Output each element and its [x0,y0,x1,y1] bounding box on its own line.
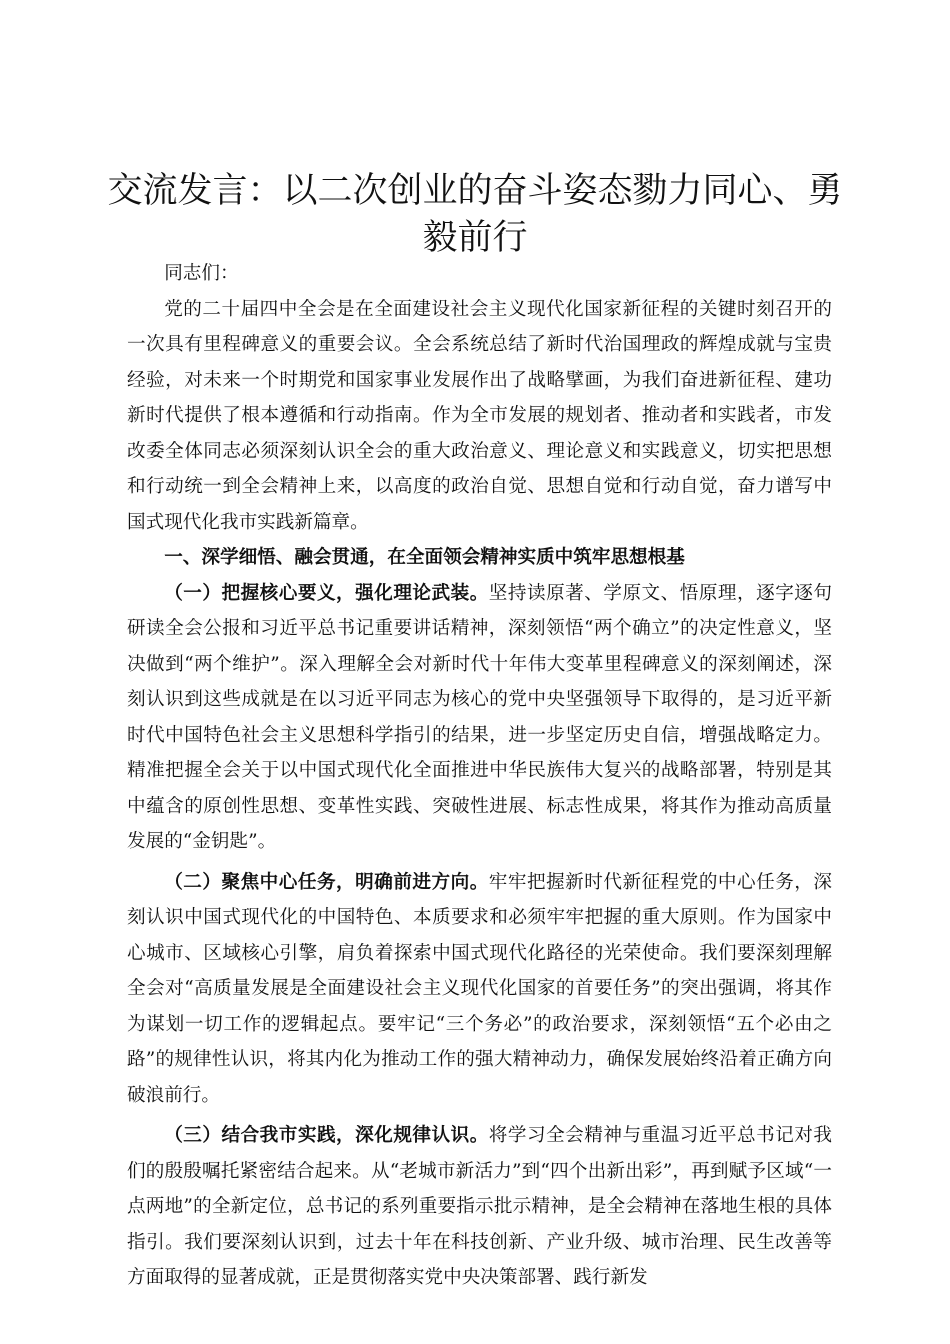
item-paragraph-3 [127,1118,832,1296]
item-lead-2: （二）聚焦中心任务，明确前进方向。 [164,871,489,893]
document-body [127,256,832,1296]
document-title: 交流发言：以二次创业的奋斗姿态勠力同心、勇毅前行 [107,171,843,258]
item-text-2: 牢牢把握新时代新征程党的中心任务，深刻认识中国式现代化的中国特色、本质要求和必须牢牢把握的重大原则。作为国家中心城市、区域核心引擎，肩负着探索中国式现代化路径的光荣使命。我们要深刻理解全会对“高质量发展是全面建设社会主义现代化国家的首要任务”的突出强调，将其作为谋划一切工作的逻辑起点。要牢记“三个务必”的政治要求，深刻领悟“五个必由之路”的规律性认识，将其内化为推动工作的强大精神动力，确保发展始终沿着正确方向破浪前行。 [127,871,832,1106]
item-lead-1: （一）把握核心要义，强化理论武装。 [164,582,489,604]
item-paragraph-2 [127,865,832,1114]
item-paragraph-1 [127,576,832,860]
item-text-3: 将学习全会精神与重温习近平总书记对我们的殷殷嘱托紧密结合起来。从“老城市新活力”到“四个出新出彩”，再到赋予区域“一点两地”的全新定位，总书记的系列重要指示批示精神，是全会精神在落地生根的具体指引。我们要深刻认识到，过去十年在科技创新、产业升级、城市治理、民生改善等方面取得的显著成就，正是贯彻落实党中央决策部署、践行新发 [127,1125,832,1288]
salutation: 同志们： [164,263,239,284]
item-lead-3: （三）结合我市实践，深化规律认识。 [164,1125,489,1146]
section-heading-1: 一、深学细悟、融会贯通，在全面领会精神实质中筑牢思想根基 [164,547,685,568]
intro-paragraph: 党的二十届四中全会是在全面建设社会主义现代化国家新征程的关键时刻召开的一次具有里程碑意义的重要会议。全会系统总结了新时代治国理政的辉煌成就与宝贵经验，对未来一个时期党和国家事业发展作出了战略擘画，为我们奋进新征程、建功新时代提供了根本遵循和行动指南。作为全市发展的规划者、推动者和实践者，市发改委全体同志必须深刻认识全会的重大政治意义、理论意义和实践意义，切实把思想和行动统一到全会精神上来，以高度的政治自觉、思想自觉和行动自觉，奋力谱写中国式现代化我市实践新篇章。 [127,298,832,533]
item-text-1: 坚持读原著、学原文、悟原理，逐字逐句研读全会公报和习近平总书记重要讲话精神，深刻领悟“两个确立”的决定性意义，坚决做到“两个维护”。深入理解全会对新时代十年伟大变革里程碑意义的深刻阐述，深刻认识到这些成就是在以习近平同志为核心的党中央坚强领导下取得的，是习近平新时代中国特色社会主义思想科学指引的结果，进一步坚定历史自信，增强战略定力。精准把握全会关于以中国式现代化全面推进中华民族伟大复兴的战略部署，特别是其中蕴含的原创性思想、变革性实践、突破性进展、标志性成果，将其作为推动高质量发展的“金钥匙”。 [127,582,832,852]
